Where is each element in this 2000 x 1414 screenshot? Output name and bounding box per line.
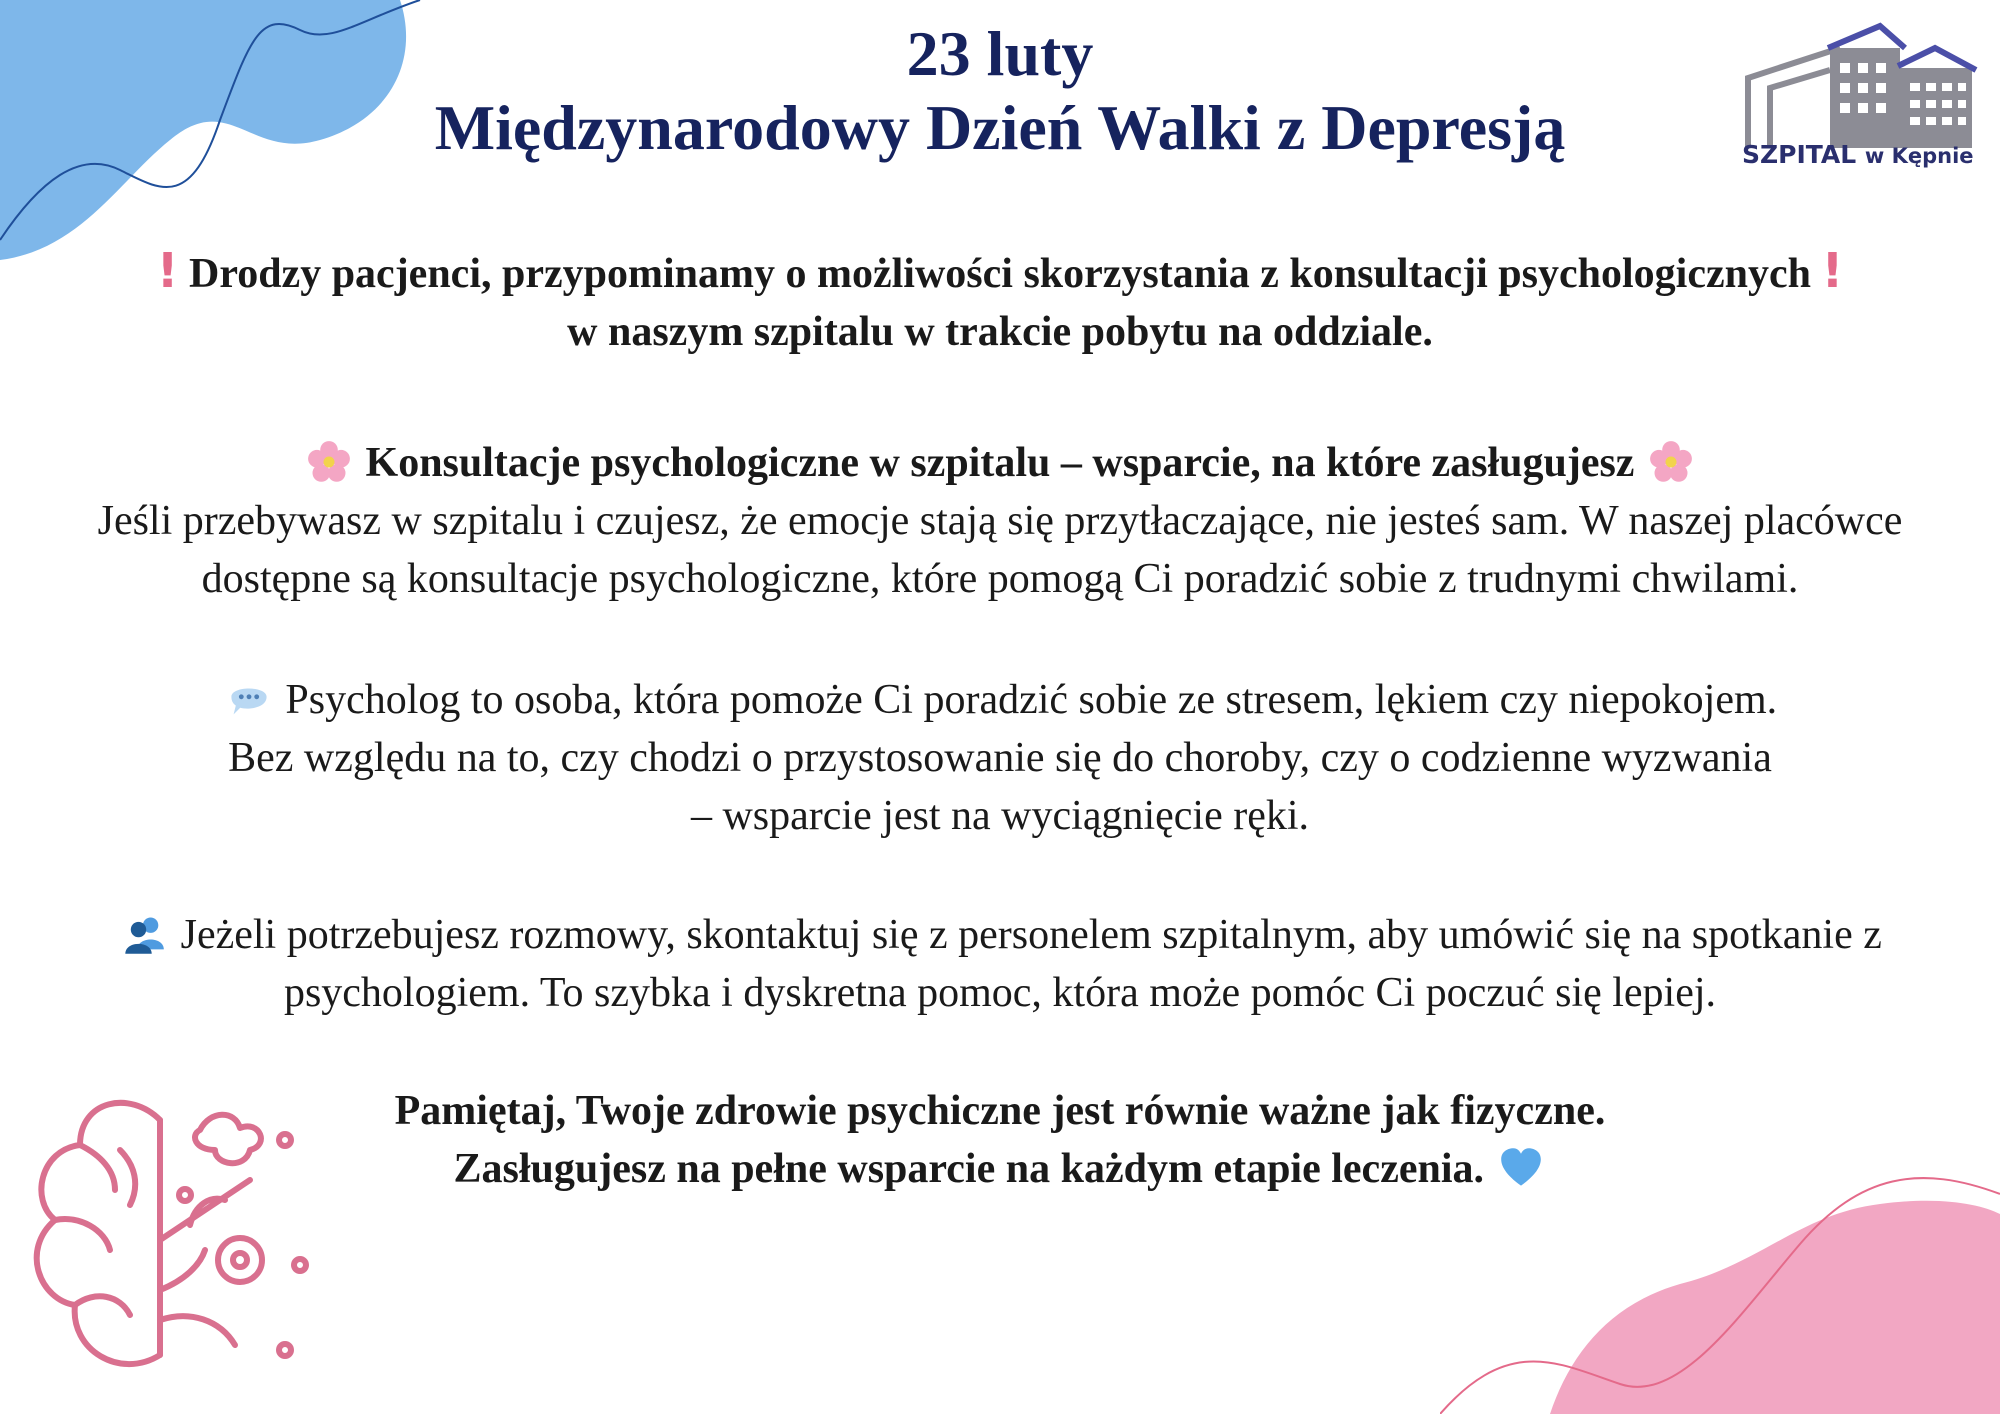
remember-line-2 [40,1140,1960,1198]
two-people-icon [122,912,166,956]
contact-line-1 [40,906,1960,964]
blue-heart-icon [1499,1146,1543,1190]
contact-text-1: Jeżeli potrzebujesz rozmowy, skontaktuj się z personelem szpitalnym, aby umówić się na spotkanie z [180,912,1882,958]
cherry-blossom-icon [1649,440,1693,484]
speech-bubble-icon [227,677,271,721]
consult-line-2: dostępne są konsultacje psychologiczne, które pomogą Ci poradzić sobie z trudnymi chwilami. [201,556,1799,602]
intro-line-1 [40,242,1960,303]
consult-paragraph [40,434,1960,608]
remember-text-2: Zasługujesz na pełne wsparcie na każdym etapie leczenia. [453,1146,1485,1192]
intro-text-1: Drodzy pacjenci, przypominamy o możliwości skorzystania z konsultacji psychologicznych [188,251,1811,297]
title-date: 23 luty [906,18,1094,89]
cherry-blossom-icon [307,440,351,484]
consult-heading-text: Konsultacje psychologiczne w szpitalu – wsparcie, na które zasługujesz [365,440,1635,486]
psych-line-2: Bez względu na to, czy chodzi o przystosowanie się do choroby, czy o codzienne wyzwania [228,735,1772,781]
intro-line-2: w naszym szpitalu w trakcie pobytu na oddziale. [567,309,1433,355]
psych-line-3: – wsparcie jest na wyciągnięcie ręki. [690,793,1310,839]
remember-paragraph [40,1082,1960,1198]
psych-line-1 [40,671,1960,729]
remember-line-1: Pamiętaj, Twoje zdrowie psychiczne jest równie ważne jak fizyczne. [394,1088,1606,1134]
consult-heading [40,434,1960,492]
logo-name: SZPITAL [1742,140,1857,169]
logo-place: w Kępnie [1864,144,1974,168]
contact-line-2: psychologiem. To szybka i dyskretna pomoc, która może pomóc Ci poczuć się lepiej. [283,970,1717,1016]
contact-paragraph [40,906,1960,1022]
psych-text-1: Psycholog to osoba, która pomoże Ci poradzić sobie ze stresem, lękiem czy niepokojem. [285,677,1778,723]
page-title [0,18,2000,166]
exclamation-icon: ! [156,243,179,299]
psychologist-paragraph [40,671,1960,845]
consult-line-1: Jeśli przebywasz w szpitalu i czujesz, że emocje stają się przytłaczające, nie jesteś sam. W naszej placówce [97,498,1903,544]
exclamation-icon: ! [1821,243,1844,299]
intro-paragraph [40,242,1960,361]
title-main: Międzynarodowy Dzień Walki z Depresją [434,92,1566,163]
